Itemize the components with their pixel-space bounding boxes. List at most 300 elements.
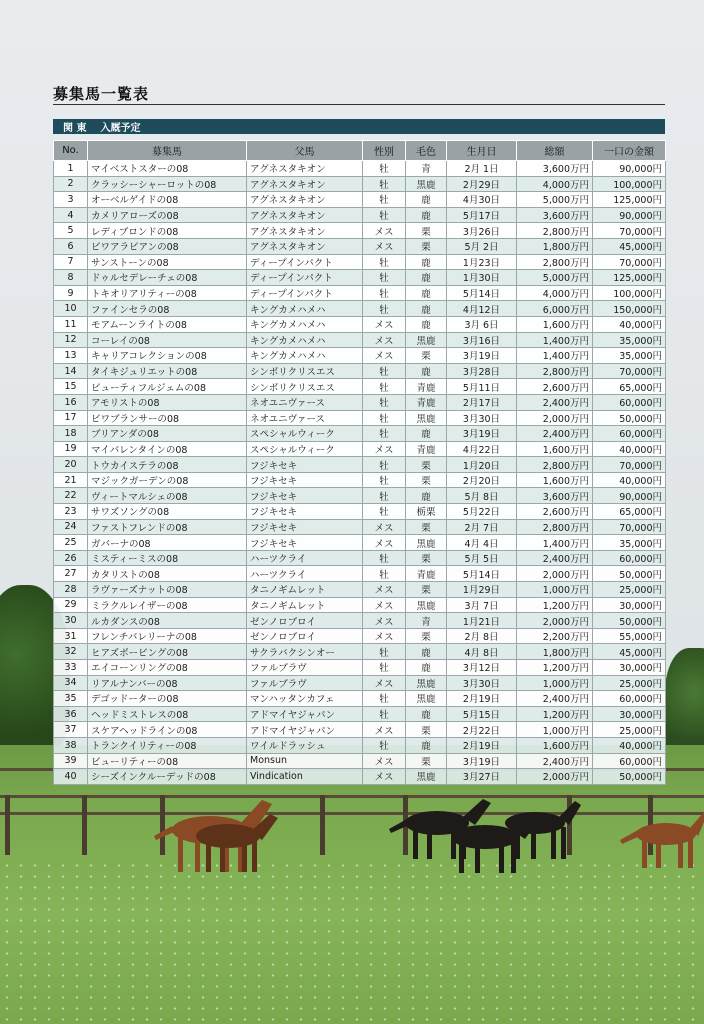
share-price: 60,000円 [593, 550, 666, 566]
horse-illustration [618, 808, 704, 873]
coat-color: 青 [406, 613, 447, 629]
coat-color: 黒鹿 [406, 410, 447, 426]
coat-color: 鹿 [406, 316, 447, 332]
total-price: 2,400万円 [517, 394, 593, 410]
table-row [54, 223, 666, 239]
total-price: 2,600万円 [517, 504, 593, 520]
coat-color: 栗 [406, 753, 447, 769]
table-row [54, 706, 666, 722]
sire-name: ディープインパクト [247, 285, 363, 301]
horse-name: シーズインクルーデッドの08 [88, 769, 247, 785]
coat-color: 黒鹿 [406, 675, 447, 691]
horse-name: ヘッドミストレスの08 [88, 706, 247, 722]
sex: メス [363, 628, 406, 644]
sex: 牡 [363, 285, 406, 301]
total-price: 1,000万円 [517, 582, 593, 598]
sire-name: ディープインパクト [247, 270, 363, 286]
share-price: 50,000円 [593, 613, 666, 629]
share-price: 35,000円 [593, 535, 666, 551]
share-price: 150,000円 [593, 301, 666, 317]
horse-name: ラヴァーズナットの08 [88, 582, 247, 598]
row-number: 32 [54, 644, 88, 660]
birth-date: 3月 7日 [447, 597, 517, 613]
total-price: 1,600万円 [517, 316, 593, 332]
share-price: 90,000円 [593, 207, 666, 223]
birth-date: 4月12日 [447, 301, 517, 317]
share-price: 60,000円 [593, 394, 666, 410]
total-price: 2,800万円 [517, 223, 593, 239]
row-number: 1 [54, 161, 88, 177]
row-number: 2 [54, 176, 88, 192]
total-price: 1,400万円 [517, 535, 593, 551]
table-row [54, 176, 666, 192]
share-price: 25,000円 [593, 582, 666, 598]
sex: 牡 [363, 504, 406, 520]
sex: 牡 [363, 254, 406, 270]
total-price: 4,000万円 [517, 176, 593, 192]
row-number: 33 [54, 660, 88, 676]
share-price: 25,000円 [593, 722, 666, 738]
fence-rail-lower [0, 812, 704, 815]
birth-date: 5月 5日 [447, 550, 517, 566]
share-price: 100,000円 [593, 285, 666, 301]
birth-date: 2月 1日 [447, 161, 517, 177]
share-price: 90,000円 [593, 161, 666, 177]
sire-name: ネオユニヴァース [247, 410, 363, 426]
total-price: 2,000万円 [517, 410, 593, 426]
total-price: 2,400万円 [517, 753, 593, 769]
row-number: 16 [54, 394, 88, 410]
total-price: 5,000万円 [517, 270, 593, 286]
coat-color: 栗 [406, 582, 447, 598]
coat-color: 鹿 [406, 363, 447, 379]
share-price: 125,000円 [593, 270, 666, 286]
birth-date: 4月22日 [447, 441, 517, 457]
coat-color: 黒鹿 [406, 769, 447, 785]
share-price: 40,000円 [593, 472, 666, 488]
horse-name: トランクイリティーの08 [88, 737, 247, 753]
row-number: 29 [54, 597, 88, 613]
birth-date: 1月23日 [447, 254, 517, 270]
total-price: 1,400万円 [517, 332, 593, 348]
horse-name: マイバレンタインの08 [88, 441, 247, 457]
share-price: 100,000円 [593, 176, 666, 192]
birth-date: 5月 2日 [447, 238, 517, 254]
table-row [54, 628, 666, 644]
birth-date: 2月 7日 [447, 519, 517, 535]
birth-date: 1月21日 [447, 613, 517, 629]
birth-date: 2月19日 [447, 691, 517, 707]
header-share-price: 一口の金額 [593, 141, 666, 161]
coat-color: 鹿 [406, 192, 447, 208]
table-row [54, 457, 666, 473]
birth-date: 5月22日 [447, 504, 517, 520]
birth-date: 1月29日 [447, 582, 517, 598]
horse-name: ビューリティーの08 [88, 753, 247, 769]
table-row [54, 753, 666, 769]
sire-name: タニノギムレット [247, 582, 363, 598]
sire-name: アドマイヤジャパン [247, 706, 363, 722]
row-number: 3 [54, 192, 88, 208]
row-number: 13 [54, 348, 88, 364]
birth-date: 5月 8日 [447, 488, 517, 504]
horse-name: トキオリアリティーの08 [88, 285, 247, 301]
horse-name: カメリアローズの08 [88, 207, 247, 223]
sire-name: アグネスタキオン [247, 176, 363, 192]
birth-date: 2月 8日 [447, 628, 517, 644]
total-price: 1,600万円 [517, 472, 593, 488]
sire-name: サクラバクシンオー [247, 644, 363, 660]
sire-name: フジキセキ [247, 519, 363, 535]
horse-name: ミスティーミスの08 [88, 550, 247, 566]
sire-name: アグネスタキオン [247, 223, 363, 239]
horse-name: トウカイステラの08 [88, 457, 247, 473]
horse-name: レディブロンドの08 [88, 223, 247, 239]
horse-name: ビューティフルジェムの08 [88, 379, 247, 395]
table-header-row [54, 141, 666, 161]
share-price: 35,000円 [593, 348, 666, 364]
coat-color: 鹿 [406, 737, 447, 753]
total-price: 2,800万円 [517, 254, 593, 270]
coat-color: 黒鹿 [406, 176, 447, 192]
birth-date: 3月12日 [447, 660, 517, 676]
birth-date: 3月30日 [447, 410, 517, 426]
table-row [54, 691, 666, 707]
share-price: 45,000円 [593, 644, 666, 660]
total-price: 1,800万円 [517, 644, 593, 660]
share-price: 70,000円 [593, 254, 666, 270]
row-number: 37 [54, 722, 88, 738]
table-row [54, 504, 666, 520]
total-price: 1,000万円 [517, 675, 593, 691]
share-price: 50,000円 [593, 566, 666, 582]
header-sire: 父馬 [247, 141, 363, 161]
horse-name: マジックガーデンの08 [88, 472, 247, 488]
share-price: 60,000円 [593, 426, 666, 442]
page-title: 募集馬一覧表 [53, 85, 150, 103]
sex: メス [363, 348, 406, 364]
fence-post [5, 795, 10, 855]
coat-color: 栗 [406, 238, 447, 254]
birth-date: 3月26日 [447, 223, 517, 239]
share-price: 40,000円 [593, 316, 666, 332]
sex: メス [363, 753, 406, 769]
table-row [54, 270, 666, 286]
horse-name: ヴィートマルシェの08 [88, 488, 247, 504]
table-row [54, 363, 666, 379]
row-number: 10 [54, 301, 88, 317]
total-price: 2,400万円 [517, 426, 593, 442]
table-row [54, 394, 666, 410]
sex: 牡 [363, 644, 406, 660]
row-number: 40 [54, 769, 88, 785]
horse-name: ガバーナの08 [88, 535, 247, 551]
total-price: 3,600万円 [517, 207, 593, 223]
horse-name: ドゥルセデレーチェの08 [88, 270, 247, 286]
birth-date: 2月29日 [447, 176, 517, 192]
horse-name: マイベストスターの08 [88, 161, 247, 177]
birth-date: 2月17日 [447, 394, 517, 410]
table-row [54, 769, 666, 785]
sire-name: フジキセキ [247, 535, 363, 551]
sex: 牡 [363, 192, 406, 208]
birth-date: 4月 4日 [447, 535, 517, 551]
share-price: 70,000円 [593, 223, 666, 239]
share-price: 125,000円 [593, 192, 666, 208]
row-number: 9 [54, 285, 88, 301]
table-row [54, 472, 666, 488]
section-header-bar [53, 119, 665, 134]
total-price: 1,200万円 [517, 597, 593, 613]
row-number: 27 [54, 566, 88, 582]
sex: 牡 [363, 426, 406, 442]
table-row [54, 566, 666, 582]
sex: メス [363, 597, 406, 613]
horse-name: エイコーンリングの08 [88, 660, 247, 676]
table-row [54, 285, 666, 301]
coat-color: 鹿 [406, 254, 447, 270]
coat-color: 黒鹿 [406, 332, 447, 348]
horse-name: ミラクルレイザーの08 [88, 597, 247, 613]
birth-date: 3月30日 [447, 675, 517, 691]
share-price: 25,000円 [593, 675, 666, 691]
row-number: 22 [54, 488, 88, 504]
table-row [54, 597, 666, 613]
coat-color: 鹿 [406, 301, 447, 317]
sire-name: ファルブラヴ [247, 660, 363, 676]
total-price: 1,200万円 [517, 660, 593, 676]
total-price: 2,200万円 [517, 628, 593, 644]
birth-date: 5月17日 [447, 207, 517, 223]
sire-name: ゼンノロブロイ [247, 613, 363, 629]
coat-color: 栗 [406, 519, 447, 535]
sex: 牡 [363, 706, 406, 722]
horse-name: ルカダンスの08 [88, 613, 247, 629]
horse-name: キャリアコレクションの08 [88, 348, 247, 364]
table-row [54, 238, 666, 254]
sire-name: Vindication [247, 769, 363, 785]
sex: 牡 [363, 207, 406, 223]
birth-date: 3月19日 [447, 753, 517, 769]
sex: メス [363, 238, 406, 254]
horse-name: カタリストの08 [88, 566, 247, 582]
sire-name: アドマイヤジャパン [247, 722, 363, 738]
horse-illustration [385, 793, 585, 878]
share-price: 90,000円 [593, 488, 666, 504]
fence-post [320, 795, 325, 855]
sex: メス [363, 316, 406, 332]
sex: 牡 [363, 410, 406, 426]
horse-name: サンストーンの08 [88, 254, 247, 270]
sex: 牡 [363, 301, 406, 317]
sire-name: タニノギムレット [247, 597, 363, 613]
row-number: 7 [54, 254, 88, 270]
coat-color: 黒鹿 [406, 691, 447, 707]
birth-date: 4月30日 [447, 192, 517, 208]
row-number: 34 [54, 675, 88, 691]
row-number: 19 [54, 441, 88, 457]
row-number: 5 [54, 223, 88, 239]
coat-color: 青鹿 [406, 394, 447, 410]
total-price: 1,200万円 [517, 706, 593, 722]
sire-name: シンボリクリスエス [247, 363, 363, 379]
total-price: 1,800万円 [517, 238, 593, 254]
coat-color: 栗 [406, 348, 447, 364]
sex: メス [363, 769, 406, 785]
horse-name: コーレイの08 [88, 332, 247, 348]
total-price: 1,400万円 [517, 348, 593, 364]
coat-color: 栗 [406, 550, 447, 566]
fence-post [82, 795, 87, 855]
table-row [54, 582, 666, 598]
sire-name: アグネスタキオン [247, 238, 363, 254]
row-number: 35 [54, 691, 88, 707]
sire-name: アグネスタキオン [247, 207, 363, 223]
coat-color: 青鹿 [406, 379, 447, 395]
horse-name: ファインセラの08 [88, 301, 247, 317]
table-row [54, 675, 666, 691]
coat-color: 鹿 [406, 706, 447, 722]
total-price: 2,000万円 [517, 613, 593, 629]
table-body [54, 161, 666, 785]
sire-name: キングカメハメハ [247, 348, 363, 364]
sire-name: スペシャルウィーク [247, 426, 363, 442]
sire-name: フジキセキ [247, 472, 363, 488]
table-row [54, 301, 666, 317]
total-price: 2,000万円 [517, 566, 593, 582]
sire-name: フジキセキ [247, 457, 363, 473]
title-divider [53, 104, 665, 105]
total-price: 1,000万円 [517, 722, 593, 738]
sex: 牡 [363, 176, 406, 192]
table-row [54, 426, 666, 442]
sex: メス [363, 675, 406, 691]
header-coat-color: 毛色 [406, 141, 447, 161]
table-row [54, 192, 666, 208]
horse-name: アモリストの08 [88, 394, 247, 410]
sire-name: ワイルドラッシュ [247, 737, 363, 753]
share-price: 70,000円 [593, 457, 666, 473]
sire-name: ハーツクライ [247, 550, 363, 566]
birth-date: 1月20日 [447, 457, 517, 473]
row-number: 4 [54, 207, 88, 223]
table-row [54, 613, 666, 629]
sire-name: アグネスタキオン [247, 192, 363, 208]
sex: 牡 [363, 457, 406, 473]
total-price: 2,800万円 [517, 519, 593, 535]
sire-name: ゼンノロブロイ [247, 628, 363, 644]
sire-name: ネオユニヴァース [247, 394, 363, 410]
sex: 牡 [363, 270, 406, 286]
birth-date: 3月16日 [447, 332, 517, 348]
horse-name: ビワブランサーの08 [88, 410, 247, 426]
horse-illustration [150, 792, 290, 877]
sire-name: シンボリクリスエス [247, 379, 363, 395]
share-price: 30,000円 [593, 706, 666, 722]
coat-color: 鹿 [406, 285, 447, 301]
section-region: 関 東 [63, 123, 87, 134]
share-price: 30,000円 [593, 660, 666, 676]
share-price: 60,000円 [593, 691, 666, 707]
sex: 牡 [363, 566, 406, 582]
horse-name: サワズソングの08 [88, 504, 247, 520]
horse-name: ヒアズボービングの08 [88, 644, 247, 660]
total-price: 1,600万円 [517, 441, 593, 457]
birth-date: 4月 8日 [447, 644, 517, 660]
header-birth-date: 生月日 [447, 141, 517, 161]
sire-name: スペシャルウィーク [247, 441, 363, 457]
table-row [54, 254, 666, 270]
total-price: 2,400万円 [517, 691, 593, 707]
share-price: 45,000円 [593, 238, 666, 254]
table-row [54, 535, 666, 551]
coat-color: 鹿 [406, 488, 447, 504]
sire-name: キングカメハメハ [247, 332, 363, 348]
row-number: 26 [54, 550, 88, 566]
coat-color: 栗 [406, 223, 447, 239]
header-sex: 性別 [363, 141, 406, 161]
horse-name: モアムーンライトの08 [88, 316, 247, 332]
clover-flowers [0, 860, 704, 1024]
birth-date: 2月19日 [447, 737, 517, 753]
section-status: 入厩予定 [100, 123, 141, 134]
fence-rail-upper [0, 795, 704, 798]
row-number: 28 [54, 582, 88, 598]
row-number: 24 [54, 519, 88, 535]
sex: 牡 [363, 363, 406, 379]
horse-name: フレンチバレリーナの08 [88, 628, 247, 644]
row-number: 6 [54, 238, 88, 254]
sex: 牡 [363, 660, 406, 676]
sex: 牡 [363, 550, 406, 566]
sire-name: ファルブラヴ [247, 675, 363, 691]
row-number: 30 [54, 613, 88, 629]
sire-name: キングカメハメハ [247, 316, 363, 332]
birth-date: 5月14日 [447, 285, 517, 301]
table-row [54, 722, 666, 738]
horse-name: ブリアンダの08 [88, 426, 247, 442]
horse-name: クラッシーシャーロットの08 [88, 176, 247, 192]
share-price: 40,000円 [593, 441, 666, 457]
coat-color: 青鹿 [406, 441, 447, 457]
coat-color: 栗 [406, 472, 447, 488]
coat-color: 青鹿 [406, 566, 447, 582]
horse-name: ビワアラビアンの08 [88, 238, 247, 254]
total-price: 2,800万円 [517, 457, 593, 473]
sex: 牡 [363, 379, 406, 395]
row-number: 20 [54, 457, 88, 473]
sex: メス [363, 223, 406, 239]
table-row [54, 488, 666, 504]
row-number: 36 [54, 706, 88, 722]
sire-name: ディープインパクト [247, 254, 363, 270]
sire-name: ハーツクライ [247, 566, 363, 582]
share-price: 35,000円 [593, 332, 666, 348]
coat-color: 栗 [406, 722, 447, 738]
share-price: 65,000円 [593, 379, 666, 395]
share-price: 60,000円 [593, 753, 666, 769]
horse-name: スケアヘッドラインの08 [88, 722, 247, 738]
row-number: 17 [54, 410, 88, 426]
row-number: 31 [54, 628, 88, 644]
sire-name: キングカメハメハ [247, 301, 363, 317]
share-price: 55,000円 [593, 628, 666, 644]
birth-date: 3月28日 [447, 363, 517, 379]
coat-color: 鹿 [406, 426, 447, 442]
total-price: 5,000万円 [517, 192, 593, 208]
share-price: 65,000円 [593, 504, 666, 520]
sex: メス [363, 582, 406, 598]
